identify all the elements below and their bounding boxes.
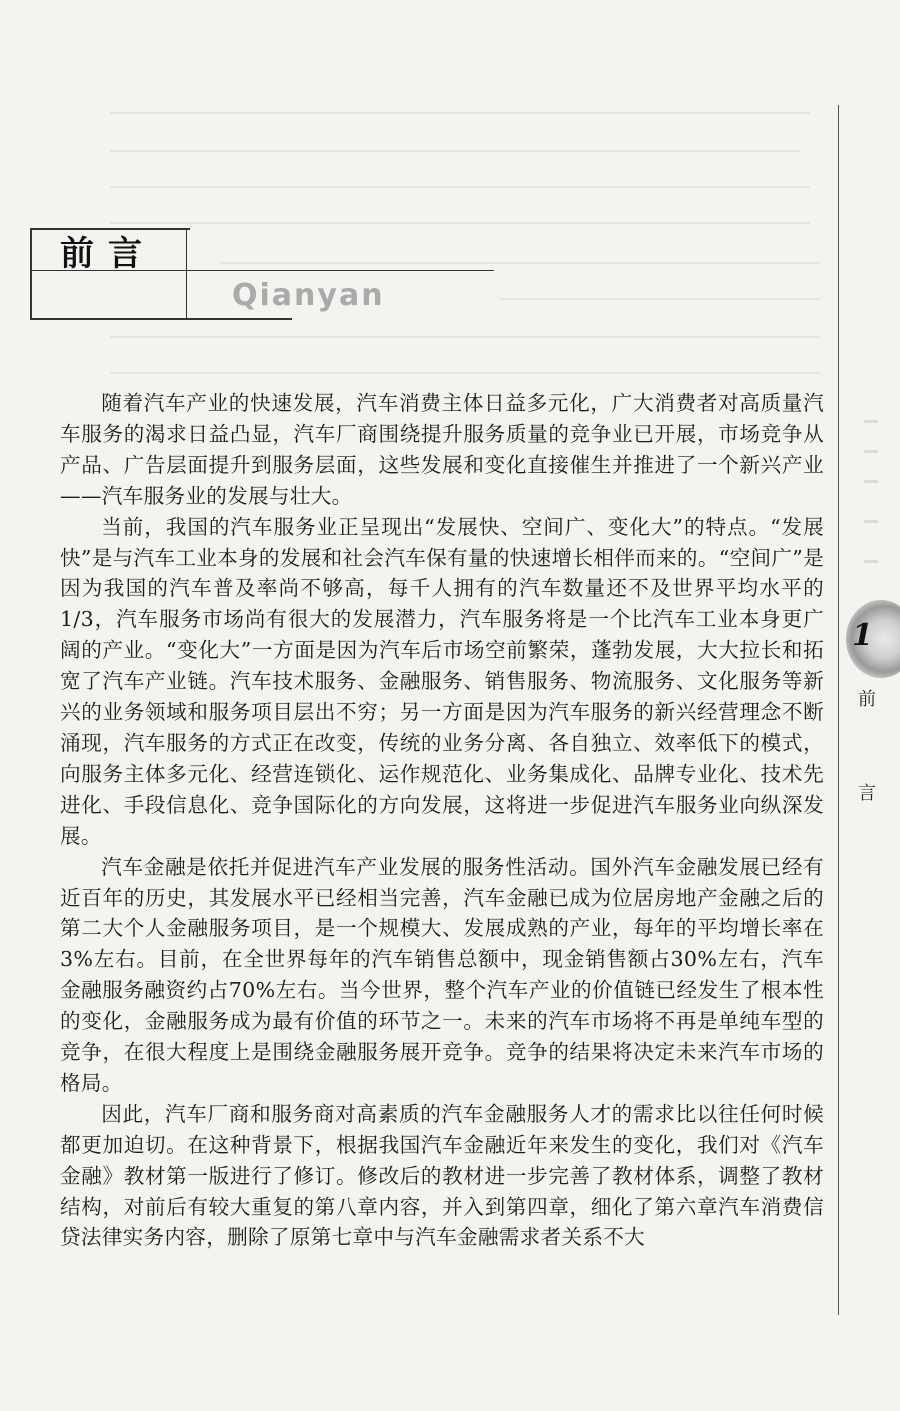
side-tab-char: 前 bbox=[858, 689, 876, 710]
header-divider bbox=[186, 228, 187, 320]
side-tab-char: 言 bbox=[858, 783, 876, 804]
paragraph: 因此，汽车厂商和服务商对高素质的汽车金融服务人才的需求比以往任何时候都更加迫切。在这种背景下，根据我国汽车金融近年来发生的变化，我们对《汽车金融》教材第一版进行了修订。修改后的教材进一步完善了教材体系，调整了教材结构，对前后有较大重复的第八章内容，并入到第四章，细化了第六章汽车消费信贷法律实务内容，删除了原第七章中与汽车金融需求者关系不大 bbox=[60, 1101, 824, 1250]
page-title-romanized: Qianyan bbox=[232, 278, 385, 313]
side-tab-label bbox=[858, 690, 882, 804]
paragraph: 随着汽车产业的快速发展，汽车消费主体日益多元化，广大消费者对高质量汽车服务的渴求日益凸显，汽车厂商围绕提升服务质量的竞争业已开展，市场竞争从产品、广告层面提升到服务层面，这些发展和变化直接催生并推进了一个新兴产业——汽车服务业的发展与壮大。 bbox=[60, 391, 824, 508]
page-number: 1 bbox=[852, 618, 873, 653]
header-bottom-rule bbox=[30, 318, 292, 320]
header-left-bar bbox=[30, 228, 32, 320]
margin-rule bbox=[838, 105, 839, 1315]
paragraph: 汽车金融是依托并促进汽车产业发展的服务性活动。国外汽车金融发展已经有近百年的历史，其发展水平已经相当完善，汽车金融已成为位居房地产金融之后的第二大个人金融服务项目，是一个规模大、发展成熟的产业，每年的平均增长率在3%左右。目前，在全世界每年的汽车销售总额中，现金销售额占30%左右，汽车金融服务融资约占70%左右。当今世界，整个汽车产业的价值链已经发生了根本性的变化，金融服务成为最有价值的环节之一。未来的汽车市场将不再是单纯车型的竞争，在很大程度上是围绕金融服务展开竞争。竞争的结果将决定未来汽车市场的格局。 bbox=[60, 854, 824, 1095]
bleed-through-texture bbox=[0, 0, 900, 420]
preface-body bbox=[60, 388, 824, 1253]
paragraph: 当前，我国的汽车服务业正呈现出“发展快、空间广、变化大”的特点。“发展快”是与汽车工业本身的发展和社会汽车保有量的快速增长相伴而来的。“空间广”是因为我国的汽车普及率尚不够高，每千人拥有的汽车数量还不及世界平均水平的1/3，汽车服务市场尚有很大的发展潜力，汽车服务将是一个比汽车工业本身更广阔的产业。“变化大”一方面是因为汽车后市场空前繁荣，蓬勃发展，大大拉长和拓宽了汽车产业链。汽车技术服务、金融服务、销售服务、物流服务、文化服务等新兴的业务领域和服务项目层出不穷；另一方面是因为汽车服务的新兴经营理念不断涌现，汽车服务的方式正在改变，传统的业务分离、各自独立、效率低下的模式，向服务主体多元化、经营连锁化、运作规范化、业务集成化、品牌专业化、技术先进化、手段信息化、竞争国际化的方向发展，这将进一步促进汽车服务业向纵深发展。 bbox=[60, 514, 824, 848]
page-title: 前言 bbox=[60, 234, 156, 274]
